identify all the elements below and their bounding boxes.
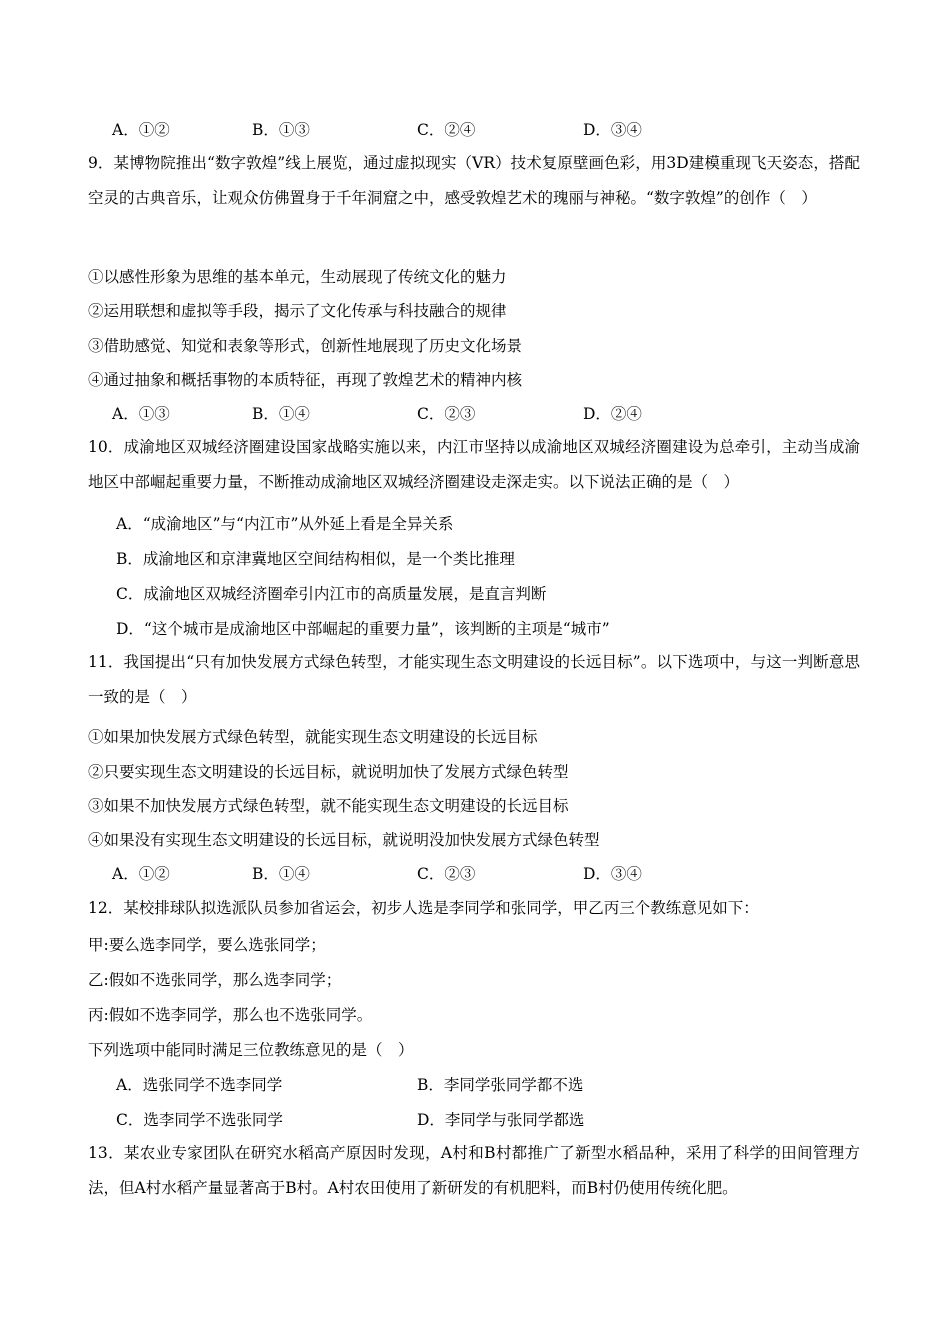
- q12-option-a[interactable]: A．选张同学不选李同学: [116, 1076, 283, 1094]
- q11-statement-4: ④如果没有实现生态文明建设的长远目标，就说明没加快发展方式绿色转型: [88, 831, 600, 849]
- q11-option-c[interactable]: C．②③: [417, 865, 476, 883]
- q10-option-d[interactable]: D．“这个城市是成渝地区中部崛起的重要力量”，该判断的主项是“城市”: [116, 620, 610, 638]
- q9-statement-4: ④通过抽象和概括事物的本质特征，再现了敦煌艺术的精神内核: [88, 371, 523, 389]
- q9-statement-3: ③借助感觉、知觉和表象等形式，创新性地展现了历史文化场景: [88, 337, 523, 355]
- q10-option-c[interactable]: C．成渝地区双城经济圈牵引内江市的高质量发展，是直言判断: [116, 585, 547, 603]
- q8-option-c[interactable]: C．②④: [417, 121, 476, 139]
- q12-option-b[interactable]: B．李同学张同学都不选: [417, 1076, 584, 1094]
- q9-statement-1: ①以感性形象为思维的基本单元，生动展现了传统文化的魅力: [88, 268, 507, 286]
- q11-option-b[interactable]: B．①④: [252, 865, 310, 883]
- q12-stem: 12．某校排球队拟选派队员参加省运会，初步人选是李同学和张同学，甲乙丙三个教练意见如下：: [88, 899, 759, 917]
- q9-option-b[interactable]: B．①④: [252, 405, 310, 423]
- q8-option-a[interactable]: A．①②: [112, 121, 170, 139]
- q10-option-b[interactable]: B．成渝地区和京津冀地区空间结构相似，是一个类比推理: [116, 550, 515, 568]
- q10-stem: 10．成渝地区双城经济圈建设国家战略实施以来，内江市坚持以成渝地区双城经济圈建设为总牵引，主动当成渝地区中部崛起重要力量，不断推动成渝地区双城经济圈建设走深走实。以下说法正确的是（ ）: [88, 438, 860, 491]
- q9-option-d[interactable]: D．②④: [583, 405, 642, 423]
- q12-option-c[interactable]: C．选李同学不选张同学: [116, 1111, 283, 1129]
- q12-opinion-jia: 甲:要么选李同学，要么选张同学；: [88, 936, 326, 954]
- q11-option-d[interactable]: D．③④: [583, 865, 642, 883]
- q9-option-c[interactable]: C．②③: [417, 405, 476, 423]
- q11-statement-2: ②只要实现生态文明建设的长远目标，就说明加快了发展方式绿色转型: [88, 763, 569, 781]
- q11-option-a[interactable]: A．①②: [112, 865, 170, 883]
- q8-option-b[interactable]: B．①③: [252, 121, 310, 139]
- q12-option-d[interactable]: D．李同学与张同学都选: [417, 1111, 585, 1129]
- q8-option-d[interactable]: D．③④: [583, 121, 642, 139]
- q11-statement-1: ①如果加快发展方式绿色转型，就能实现生态文明建设的长远目标: [88, 728, 538, 746]
- q13-stem: 13．某农业专家团队在研究水稻高产原因时发现，A村和B村都推广了新型水稻品种，采用了科学的田间管理方法，但A村水稻产量显著高于B村。A村农田使用了新研发的有机肥料，而B村仍使用传统化肥。: [88, 1144, 860, 1197]
- q9-stem: 9．某博物院推出“数字敦煌”线上展览，通过虚拟现实（VR）技术复原壁画色彩，用3D建模重现飞天姿态，搭配空灵的古典音乐，让观众仿佛置身于千年洞窟之中，感受敦煌艺术的瑰丽与神秘。“数字敦煌”的创作（ ）: [88, 154, 860, 207]
- q9-option-a[interactable]: A．①③: [112, 405, 170, 423]
- q10-option-a[interactable]: A．“成渝地区”与“内江市”从外延上看是全异关系: [116, 515, 454, 533]
- q12-opinion-yi: 乙:假如不选张同学，那么选李同学；: [88, 971, 342, 989]
- q9-statement-2: ②运用联想和虚拟等手段，揭示了文化传承与科技融合的规律: [88, 302, 507, 320]
- q12-opinion-bing: 丙:假如不选李同学，那么也不选张同学。: [88, 1006, 373, 1024]
- q11-stem: 11．我国提出“只有加快发展方式绿色转型，才能实现生态文明建设的长远目标”。以下选项中，与这一判断意思一致的是（ ）: [88, 653, 860, 706]
- q11-statement-3: ③如果不加快发展方式绿色转型，就不能实现生态文明建设的长远目标: [88, 797, 569, 815]
- q12-question: 下列选项中能同时满足三位教练意见的是（ ）: [88, 1041, 414, 1059]
